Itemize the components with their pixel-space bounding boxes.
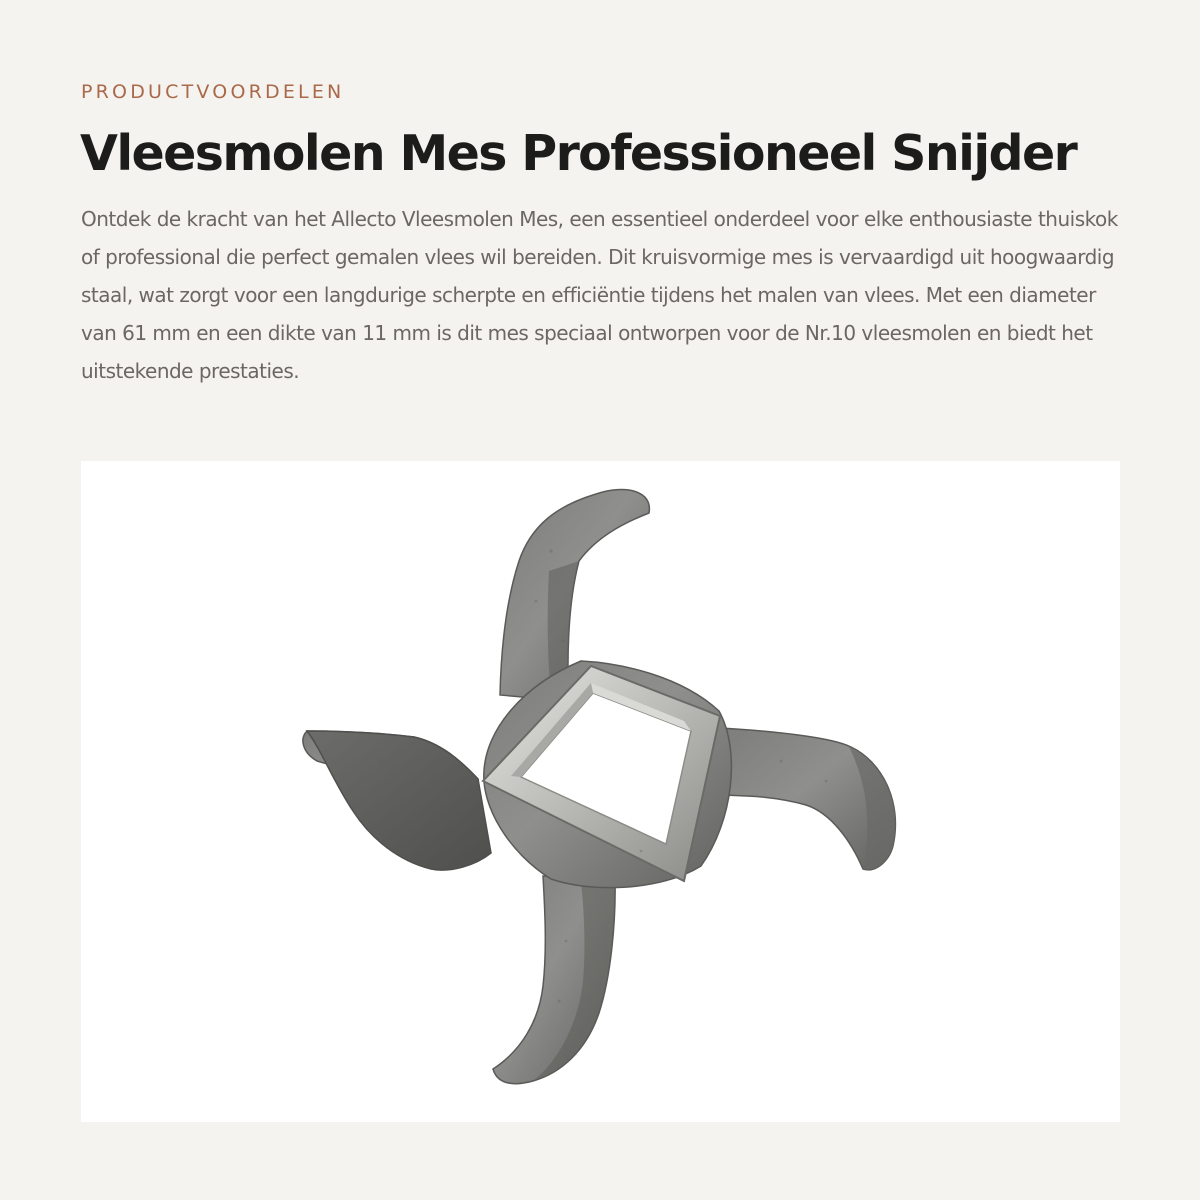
meat-grinder-knife-image (81, 461, 1120, 1122)
eyebrow-label: PRODUCTVOORDELEN (81, 81, 345, 103)
product-description: Ontdek de kracht van het Allecto Vleesmolen Mes, een essentieel onderdeel voor elke enthousiaste thuiskok of professional die perfect gemalen vlees wil bereiden. Dit kruisvormige mes is vervaardigd uit hoogwaardig staal, wat zorgt voor een langdurige scherpte en efficiëntie tijdens het malen van vlees. Met een diameter van 61 mm en een dikte van 11 mm is dit mes speciaal ontworpen voor de Nr.10 vleesmolen en biedt het uitstekende prestaties. (81, 207, 1118, 383)
page-title: Vleesmolen Mes Professioneel Snijder (80, 125, 1077, 182)
knife-shape (303, 490, 896, 1084)
product-image-panel (81, 461, 1120, 1122)
